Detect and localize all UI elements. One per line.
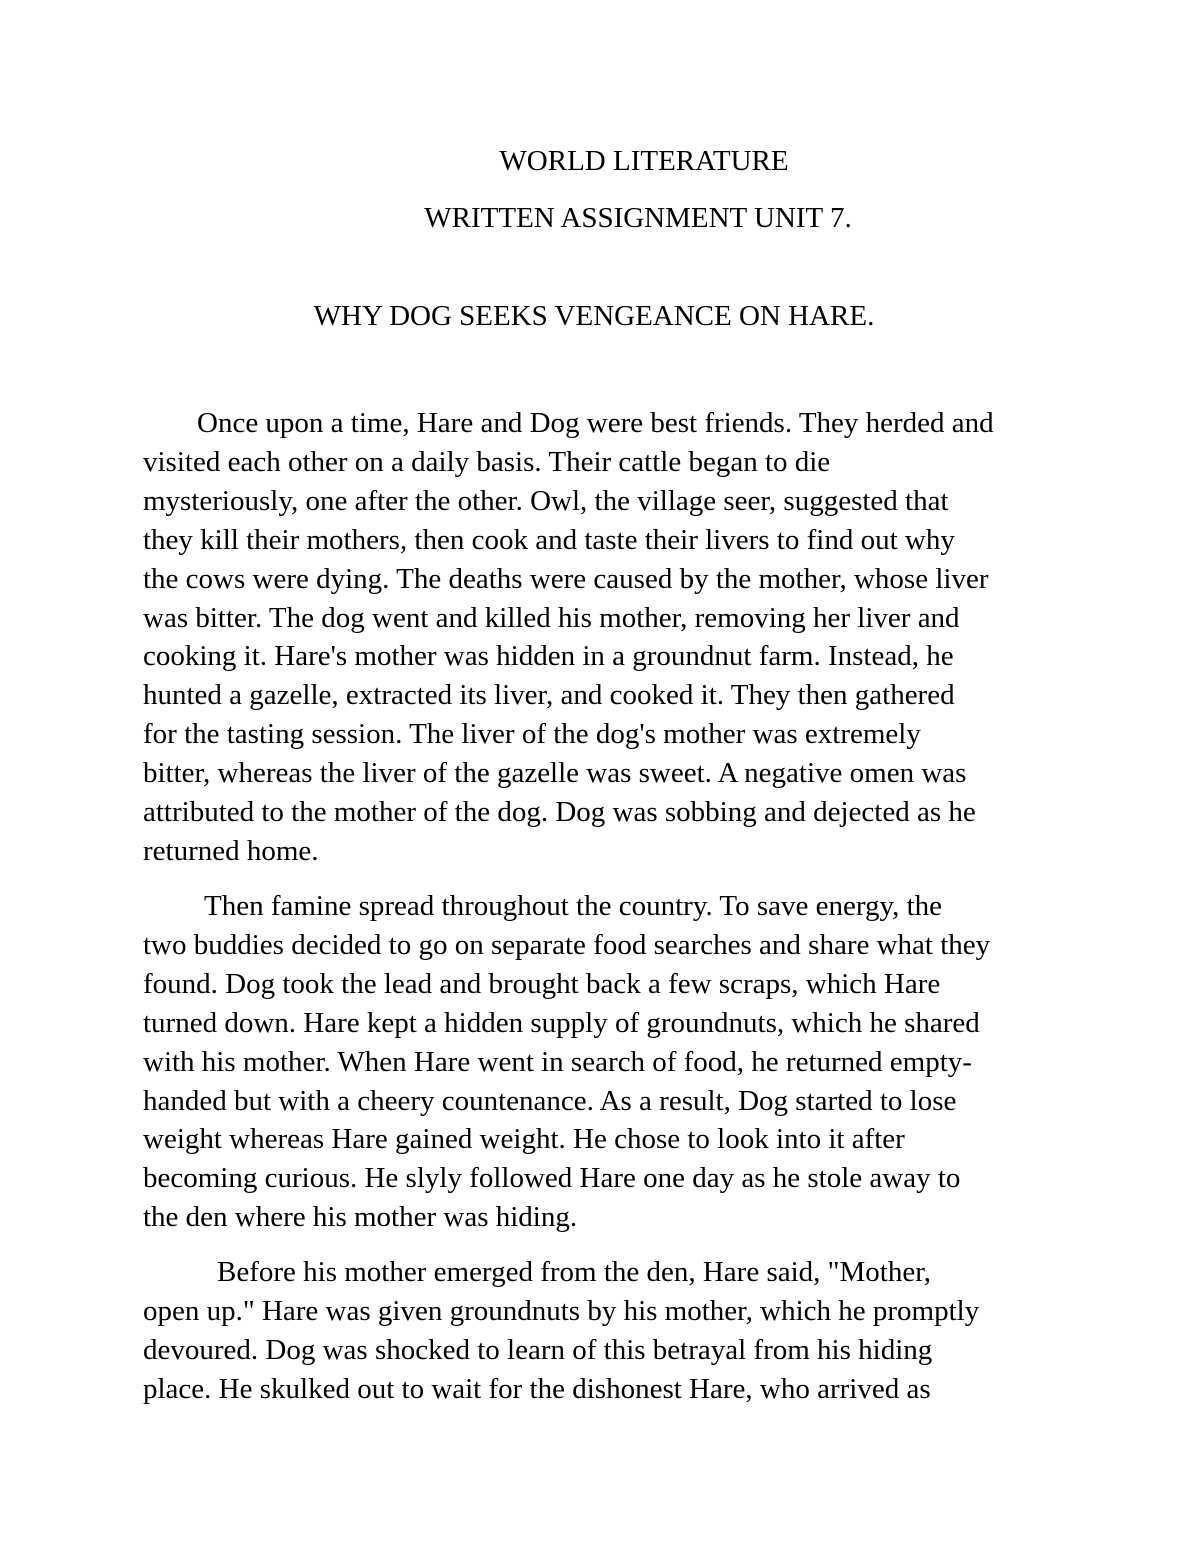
paragraph-line: attributed to the mother of the dog. Dog was sobbing and dejected as he xyxy=(143,796,976,829)
assignment-title: WRITTEN ASSIGNMENT UNIT 7. xyxy=(424,202,852,234)
paragraph-line: found. Dog took the lead and brought back a few scraps, which Hare xyxy=(143,967,941,1000)
paragraph-line: becoming curious. He slyly followed Hare one day as he stole away to xyxy=(143,1162,961,1195)
course-title: WORLD LITERATURE xyxy=(499,145,789,177)
paragraph-line: the cows were dying. The deaths were caused by the mother, whose liver xyxy=(143,562,989,595)
paragraph-line: open up." Hare was given groundnuts by his mother, which he promptly xyxy=(143,1294,980,1327)
paragraph-line: returned home. xyxy=(143,834,319,867)
paragraph-line: devoured. Dog was shocked to learn of this betrayal from his hiding xyxy=(143,1333,933,1366)
paragraph-line: for the tasting session. The liver of the dog's mother was extremely xyxy=(143,718,921,751)
paragraph-line: they kill their mothers, then cook and taste their livers to find out why xyxy=(143,523,955,556)
paragraph-3 xyxy=(143,1253,1068,1409)
paragraph-line: with his mother. When Hare went in search of food, he returned empty- xyxy=(143,1045,972,1078)
paragraph-2 xyxy=(143,887,1068,1237)
paragraph-line: Then famine spread throughout the country. To save energy, the xyxy=(204,890,943,922)
paragraph-line: mysteriously, one after the other. Owl, the village seer, suggested that xyxy=(143,484,949,517)
paragraph-line: visited each other on a daily basis. Their cattle began to die xyxy=(143,445,831,478)
story-title: WHY DOG SEEKS VENGEANCE ON HARE. xyxy=(313,300,875,332)
paragraph-line: bitter, whereas the liver of the gazelle was sweet. A negative omen was xyxy=(143,757,967,790)
paragraph-line: two buddies decided to go on separate food searches and share what they xyxy=(143,928,991,961)
paragraph-line: turned down. Hare kept a hidden supply of groundnuts, which he shared xyxy=(143,1006,980,1039)
paragraph-line: hunted a gazelle, extracted its liver, and cooked it. They then gathered xyxy=(143,679,955,712)
paragraph-line: place. He skulked out to wait for the dishonest Hare, who arrived as xyxy=(143,1372,931,1405)
paragraph-1 xyxy=(143,404,1068,871)
paragraph-line: cooking it. Hare's mother was hidden in a groundnut farm. Instead, he xyxy=(143,640,954,673)
paragraph-line: Once upon a time, Hare and Dog were best friends. They herded and xyxy=(197,407,994,439)
paragraph-line: the den where his mother was hiding. xyxy=(143,1201,578,1234)
paragraph-line: was bitter. The dog went and killed his mother, removing her liver and xyxy=(143,601,960,634)
paragraph-line: handed but with a cheery countenance. As a result, Dog started to lose xyxy=(143,1084,957,1117)
paragraph-line: weight whereas Hare gained weight. He chose to look into it after xyxy=(143,1123,905,1156)
paragraph-line: Before his mother emerged from the den, Hare said, "Mother, xyxy=(217,1256,931,1288)
